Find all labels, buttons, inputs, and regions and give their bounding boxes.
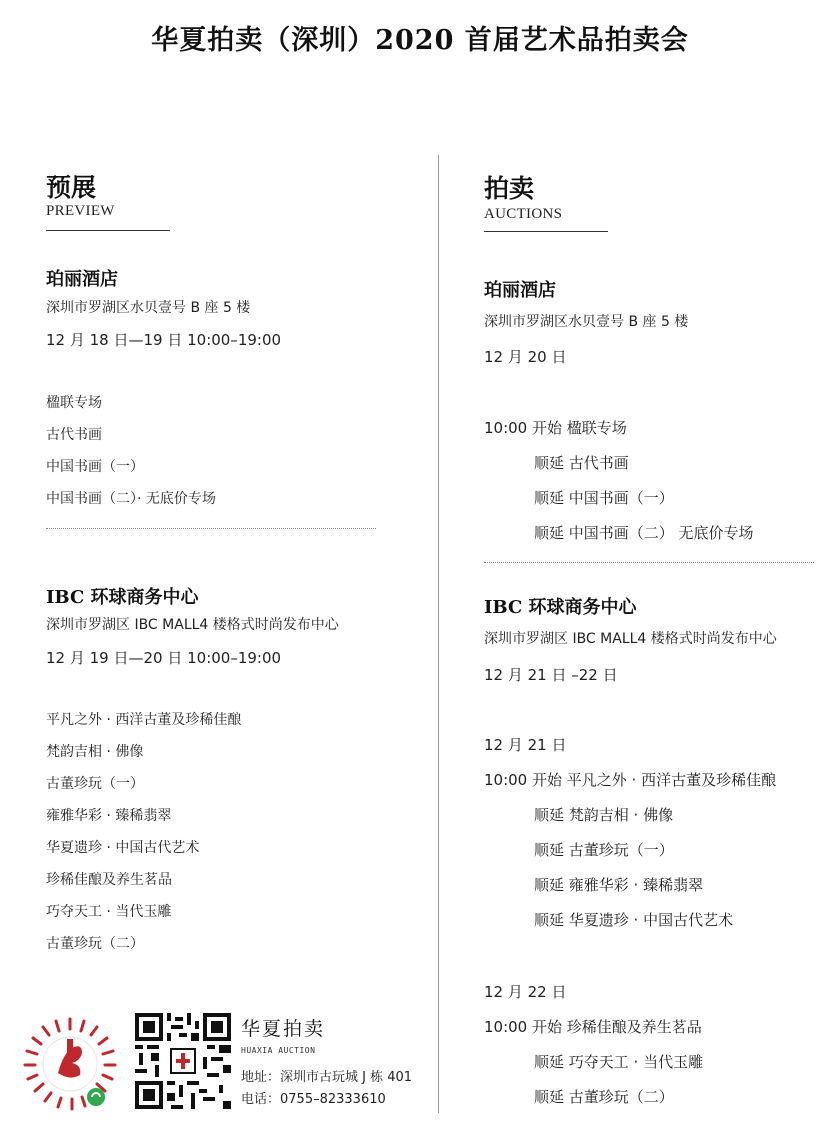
schedule-line: 10:00 开始 楹联专场 [484,419,627,437]
column-divider [438,155,439,1113]
wechat-mini-program-code-icon[interactable] [18,1013,122,1113]
auctions-venue2-address: 深圳市罗湖区 IBC MALL4 楼格式时尚发布中心 [484,631,777,647]
auctions-heading-rule [484,231,608,232]
schedule-line: 顺延 中国书画（一） [534,489,674,507]
list-item: 中国书画（一） [46,459,144,475]
auctions-heading-en: AUCTIONS [484,206,563,222]
list-item: 中国书画（二）· 无底价专场 [46,491,216,507]
preview-venue2-name: IBC 环球商务中心 [46,587,199,608]
list-item: 华夏遗珍 · 中国古代艺术 [46,840,200,856]
list-item: 巧夺天工 · 当代玉雕 [46,904,172,920]
footer-phone: 电话：0755–82333610 [241,1092,386,1107]
section-divider [484,562,814,563]
list-item: 古代书画 [46,427,102,443]
auctions-venue1-address: 深圳市罗湖区水贝壹号 B 座 5 楼 [484,314,689,330]
list-item: 平凡之外 · 西洋古董及珍稀佳酿 [46,712,242,728]
schedule-line: 顺延 雍雅华彩 · 臻稀翡翠 [534,876,704,894]
preview-venue2-time: 12 月 19 日—20 日 10:00–19:00 [46,649,282,667]
schedule-line: 顺延 巧夺天工 · 当代玉雕 [534,1053,704,1071]
footer-address: 地址：深圳市古玩城 J 栋 401 [241,1070,413,1085]
schedule-line: 10:00 开始 珍稀佳酿及养生茗品 [484,1018,702,1036]
list-item: 梵韵吉相 · 佛像 [46,744,144,760]
schedule-line: 顺延 古董珍玩（一） [534,841,674,859]
auctions-venue1-date: 12 月 20 日 [484,348,567,366]
list-item: 古董珍玩（二） [46,936,144,952]
auctions-heading: 拍卖 [484,174,535,203]
preview-heading: 预展 [46,173,97,202]
schedule-line: 顺延 古代书画 [534,454,629,472]
schedule-line: 顺延 梵韵吉相 · 佛像 [534,806,674,824]
schedule-date: 12 月 22 日 [484,983,567,1001]
schedule-date: 12 月 21 日 [484,736,567,754]
list-item: 楹联专场 [46,395,102,411]
brand-name-en: HUAXIA AUCTION [241,1046,316,1055]
section-divider [46,528,376,529]
schedule-line: 顺延 中国书画（二） 无底价专场 [534,524,754,542]
schedule-line: 顺延 古董珍玩（二） [534,1088,674,1106]
preview-venue1-address: 深圳市罗湖区水贝壹号 B 座 5 楼 [46,300,251,316]
schedule-line: 顺延 华夏遗珍 · 中国古代艺术 [534,911,734,929]
list-item: 珍稀佳酿及养生茗品 [46,872,172,888]
preview-heading-rule [46,230,170,231]
auctions-venue2-dates: 12 月 21 日 –22 日 [484,666,618,684]
auctions-venue2-name: IBC 环球商务中心 [484,597,637,618]
list-item: 雍雅华彩 · 臻稀翡翠 [46,808,172,824]
page-title: 华夏拍卖（深圳）2020 首届艺术品拍卖会 [151,25,689,56]
auctions-venue1-name: 珀丽酒店 [484,280,556,301]
preview-venue2-address: 深圳市罗湖区 IBC MALL4 楼格式时尚发布中心 [46,617,339,633]
preview-heading-en: PREVIEW [46,203,115,219]
list-item: 古董珍玩（一） [46,776,144,792]
preview-venue1-time: 12 月 18 日—19 日 10:00–19:00 [46,331,282,349]
brand-name: 华夏拍卖 [241,1018,326,1040]
qr-code-icon[interactable] [135,1013,231,1109]
preview-venue1-name: 珀丽酒店 [46,269,118,290]
schedule-line: 10:00 开始 平凡之外 · 西洋古董及珍稀佳酿 [484,771,777,789]
